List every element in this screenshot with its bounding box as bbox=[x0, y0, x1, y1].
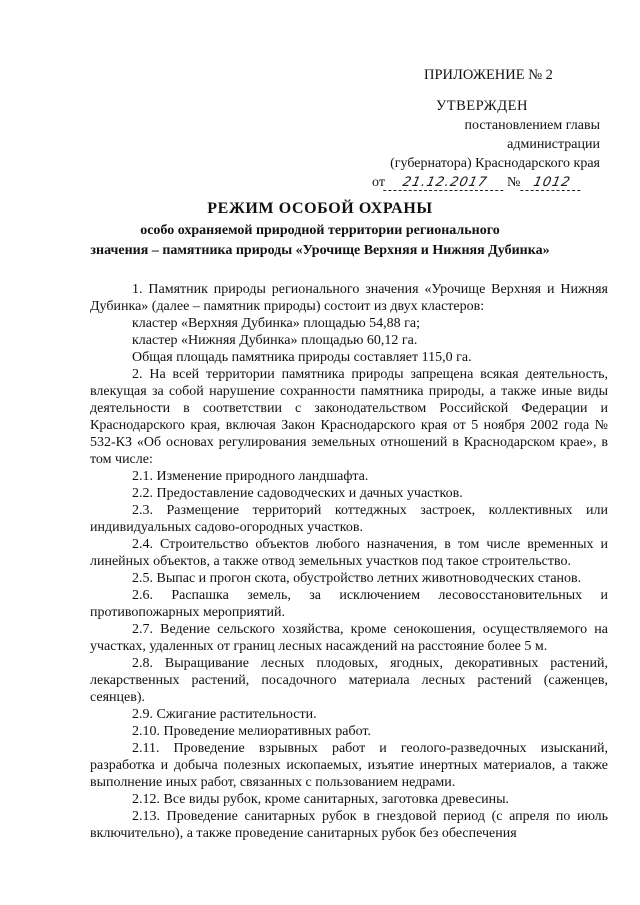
approval-line-1: постановлением главы администрации bbox=[464, 118, 600, 152]
handwritten-date: 21.12.2017 bbox=[387, 173, 503, 192]
handwritten-number: 1012 bbox=[524, 173, 580, 192]
body-paragraph: 2.11. Проведение взрывных работ и геолого-разведочных изысканий, разработка и добыча полезных ископаемых, изъятие инертных материалов, а также выполнение иных работ, связанных с пользованием недрами. bbox=[90, 741, 608, 790]
approval-date-line bbox=[372, 173, 612, 192]
body-paragraph: 2.6. Распашка земель, за исключением лесовосстановительных и противопожарных мероприятий. bbox=[90, 588, 608, 620]
body-paragraph: 2.3. Размещение территорий коттеджных застроек, коллективных или индивидуальных садово-огородных участков. bbox=[90, 503, 608, 535]
body-paragraph: 2.13. Проведение санитарных рубок в гнездовой период (с апреля по июль включительно), а также проведение санитарных рубок без обеспечения bbox=[90, 809, 608, 841]
title-subtitle-2: значения – памятника природы «Урочище Верхняя и Нижняя Дубинка» bbox=[90, 243, 550, 258]
body-paragraph: кластер «Верхняя Дубинка» площадью 54,88 га; bbox=[132, 316, 421, 331]
appendix-label: ПРИЛОЖЕНИЕ № 2 bbox=[424, 67, 553, 83]
body-paragraph: 1. Памятник природы регионального значения «Урочище Верхняя и Нижняя Дубинка» (далее – памятник природы) состоит из двух кластеров: bbox=[90, 282, 608, 314]
approval-line-2: (губернатора) Краснодарского края bbox=[390, 156, 600, 171]
body-paragraph: 2.1. Изменение природного ландшафта. bbox=[132, 469, 369, 484]
body-paragraph: 2.4. Строительство объектов любого назначения, в том числе временных и линейных объектов, а также отвод земельных участков под такое строительство. bbox=[90, 537, 608, 569]
body-paragraph: 2.5. Выпас и прогон скота, обустройство летних животноводческих станов. bbox=[132, 571, 582, 586]
body-paragraph: 2.12. Все виды рубок, кроме санитарных, заготовка древесины. bbox=[132, 792, 510, 807]
document-title bbox=[0, 198, 640, 260]
title-subtitle-1: особо охраняемой природной территории регионального bbox=[140, 223, 500, 238]
date-prefix: от bbox=[372, 175, 385, 190]
body-paragraph: 2.10. Проведение мелиоративных работ. bbox=[132, 724, 371, 739]
approved-label: УТВЕРЖДЕН bbox=[436, 98, 528, 114]
body-paragraph: 2.8. Выращивание лесных плодовых, ягодных, декоративных растений, лекарственных растений, посадочного материала лесных растений (саженцев, сеянцев). bbox=[90, 656, 608, 705]
body-paragraph: 2.9. Сжигание растительности. bbox=[132, 707, 317, 722]
title-heading: РЕЖИМ ОСОБОЙ ОХРАНЫ bbox=[207, 200, 433, 217]
body-paragraph: Общая площадь памятника природы составляет 115,0 га. bbox=[132, 350, 472, 365]
body-paragraph: 2.2. Предоставление садоводческих и дачных участков. bbox=[132, 486, 463, 501]
body-paragraph: 2. На всей территории памятника природы запрещена всякая деятельность, влекущая за собой нарушение сохранности памятника природы, а также иные виды деятельности в соответствии с законодательством Российской Федерации и Краснодарского края, включая Закон Краснодарского края от 5 ноября 2002 года № 532-КЗ «Об основах регулирования земельных отношений в Краснодарском крае», в том числе: bbox=[90, 367, 608, 467]
document-body bbox=[90, 281, 608, 842]
approval-stamp bbox=[372, 66, 612, 192]
number-prefix: № bbox=[506, 175, 521, 190]
body-paragraph: кластер «Нижняя Дубинка» площадью 60,12 га. bbox=[132, 333, 418, 348]
body-paragraph: 2.7. Ведение сельского хозяйства, кроме сенокошения, осуществляемого на участках, удаленных от границ лесных насаждений на расстояние более 5 м. bbox=[90, 622, 608, 654]
